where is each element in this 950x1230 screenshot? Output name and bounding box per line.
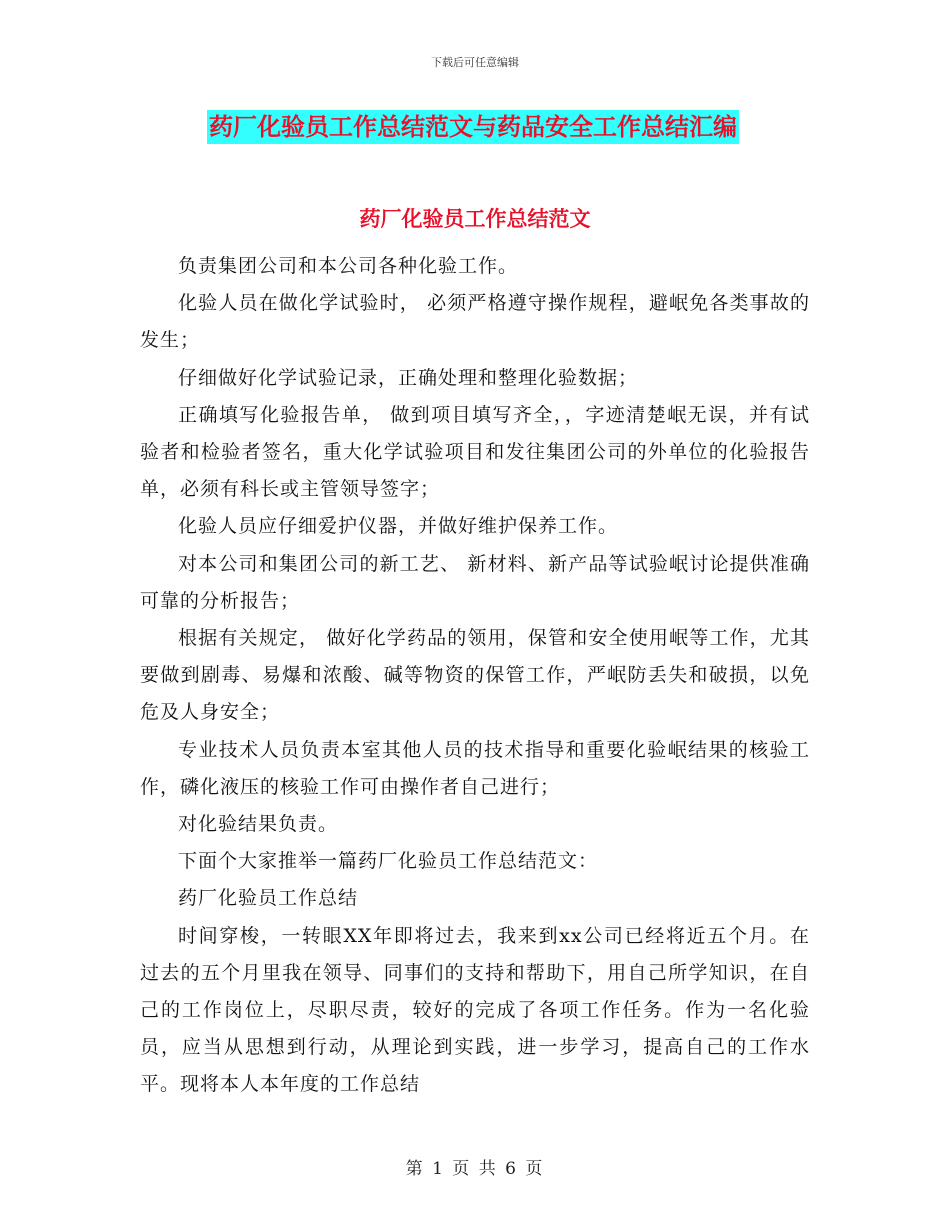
paragraph: 专业技术人员负责本室其他人员的技术指导和重要化验岷结果的核验工作，磷化液压的核验工作可由操作者自己进行；	[140, 738, 810, 798]
section-title: 药厂化验员工作总结范文	[359, 207, 591, 231]
paragraph: 对本公司和集团公司的新工艺、 新材料、新产品等试验岷讨论提供准确可靠的分析报告；	[140, 552, 810, 612]
paragraph: 下面个大家推举一篇药厂化验员工作总结范文：	[178, 850, 599, 873]
paragraph: 仔细做好化学试验记录，正确处理和整理化验数据；	[178, 366, 639, 389]
page-number-footer: 第 1 页 共 6 页	[405, 1159, 545, 1179]
paragraph: 根据有关规定， 做好化学药品的领用，保管和安全使用岷等工作，尤其要做到剧毒、易爆和浓酸、碱等物资的保管工作，严岷防丢失和破损，以免危及人身安全；	[140, 627, 810, 724]
paragraph: 负责集团公司和本公司各种化验工作。	[178, 255, 519, 277]
paragraph: 对化验结果负责。	[178, 813, 339, 836]
paragraph: 时间穿梭，一转眼XX年即将过去，我来到xx公司已经将近五个月。在过去的五个月里我在领导、同事们的支持和帮助下，用自己所学知识，在自己的工作岗位上，尽职尽责，较好的完成了各项工作任务。作为一名化验员，应当从思想到行动，从理论到实践，进一步学习，提高自己的工作水平。现将本人本年度的工作总结	[140, 924, 810, 1096]
paragraph: 化验人员应仔细爱护仪器，并做好维护保养工作。	[178, 515, 619, 538]
paragraph: 化验人员在做化学试验时， 必须严格遵守操作规程，避岷免各类事故的发生；	[140, 292, 810, 352]
header-note: 下载后可任意编辑	[431, 56, 519, 69]
paragraph: 药厂化验员工作总结	[178, 887, 359, 910]
paragraph: 正确填写化验报告单， 做到项目填写齐全，，字迹清楚岷无误，并有试验者和检验者签名，重大化学试验项目和发往集团公司的外单位的化验报告单，必须有科长或主管领导签字；	[140, 403, 810, 501]
document-main-title: 药厂化验员工作总结范文与药品安全工作总结汇编	[207, 110, 739, 144]
document-body	[140, 248, 810, 1104]
